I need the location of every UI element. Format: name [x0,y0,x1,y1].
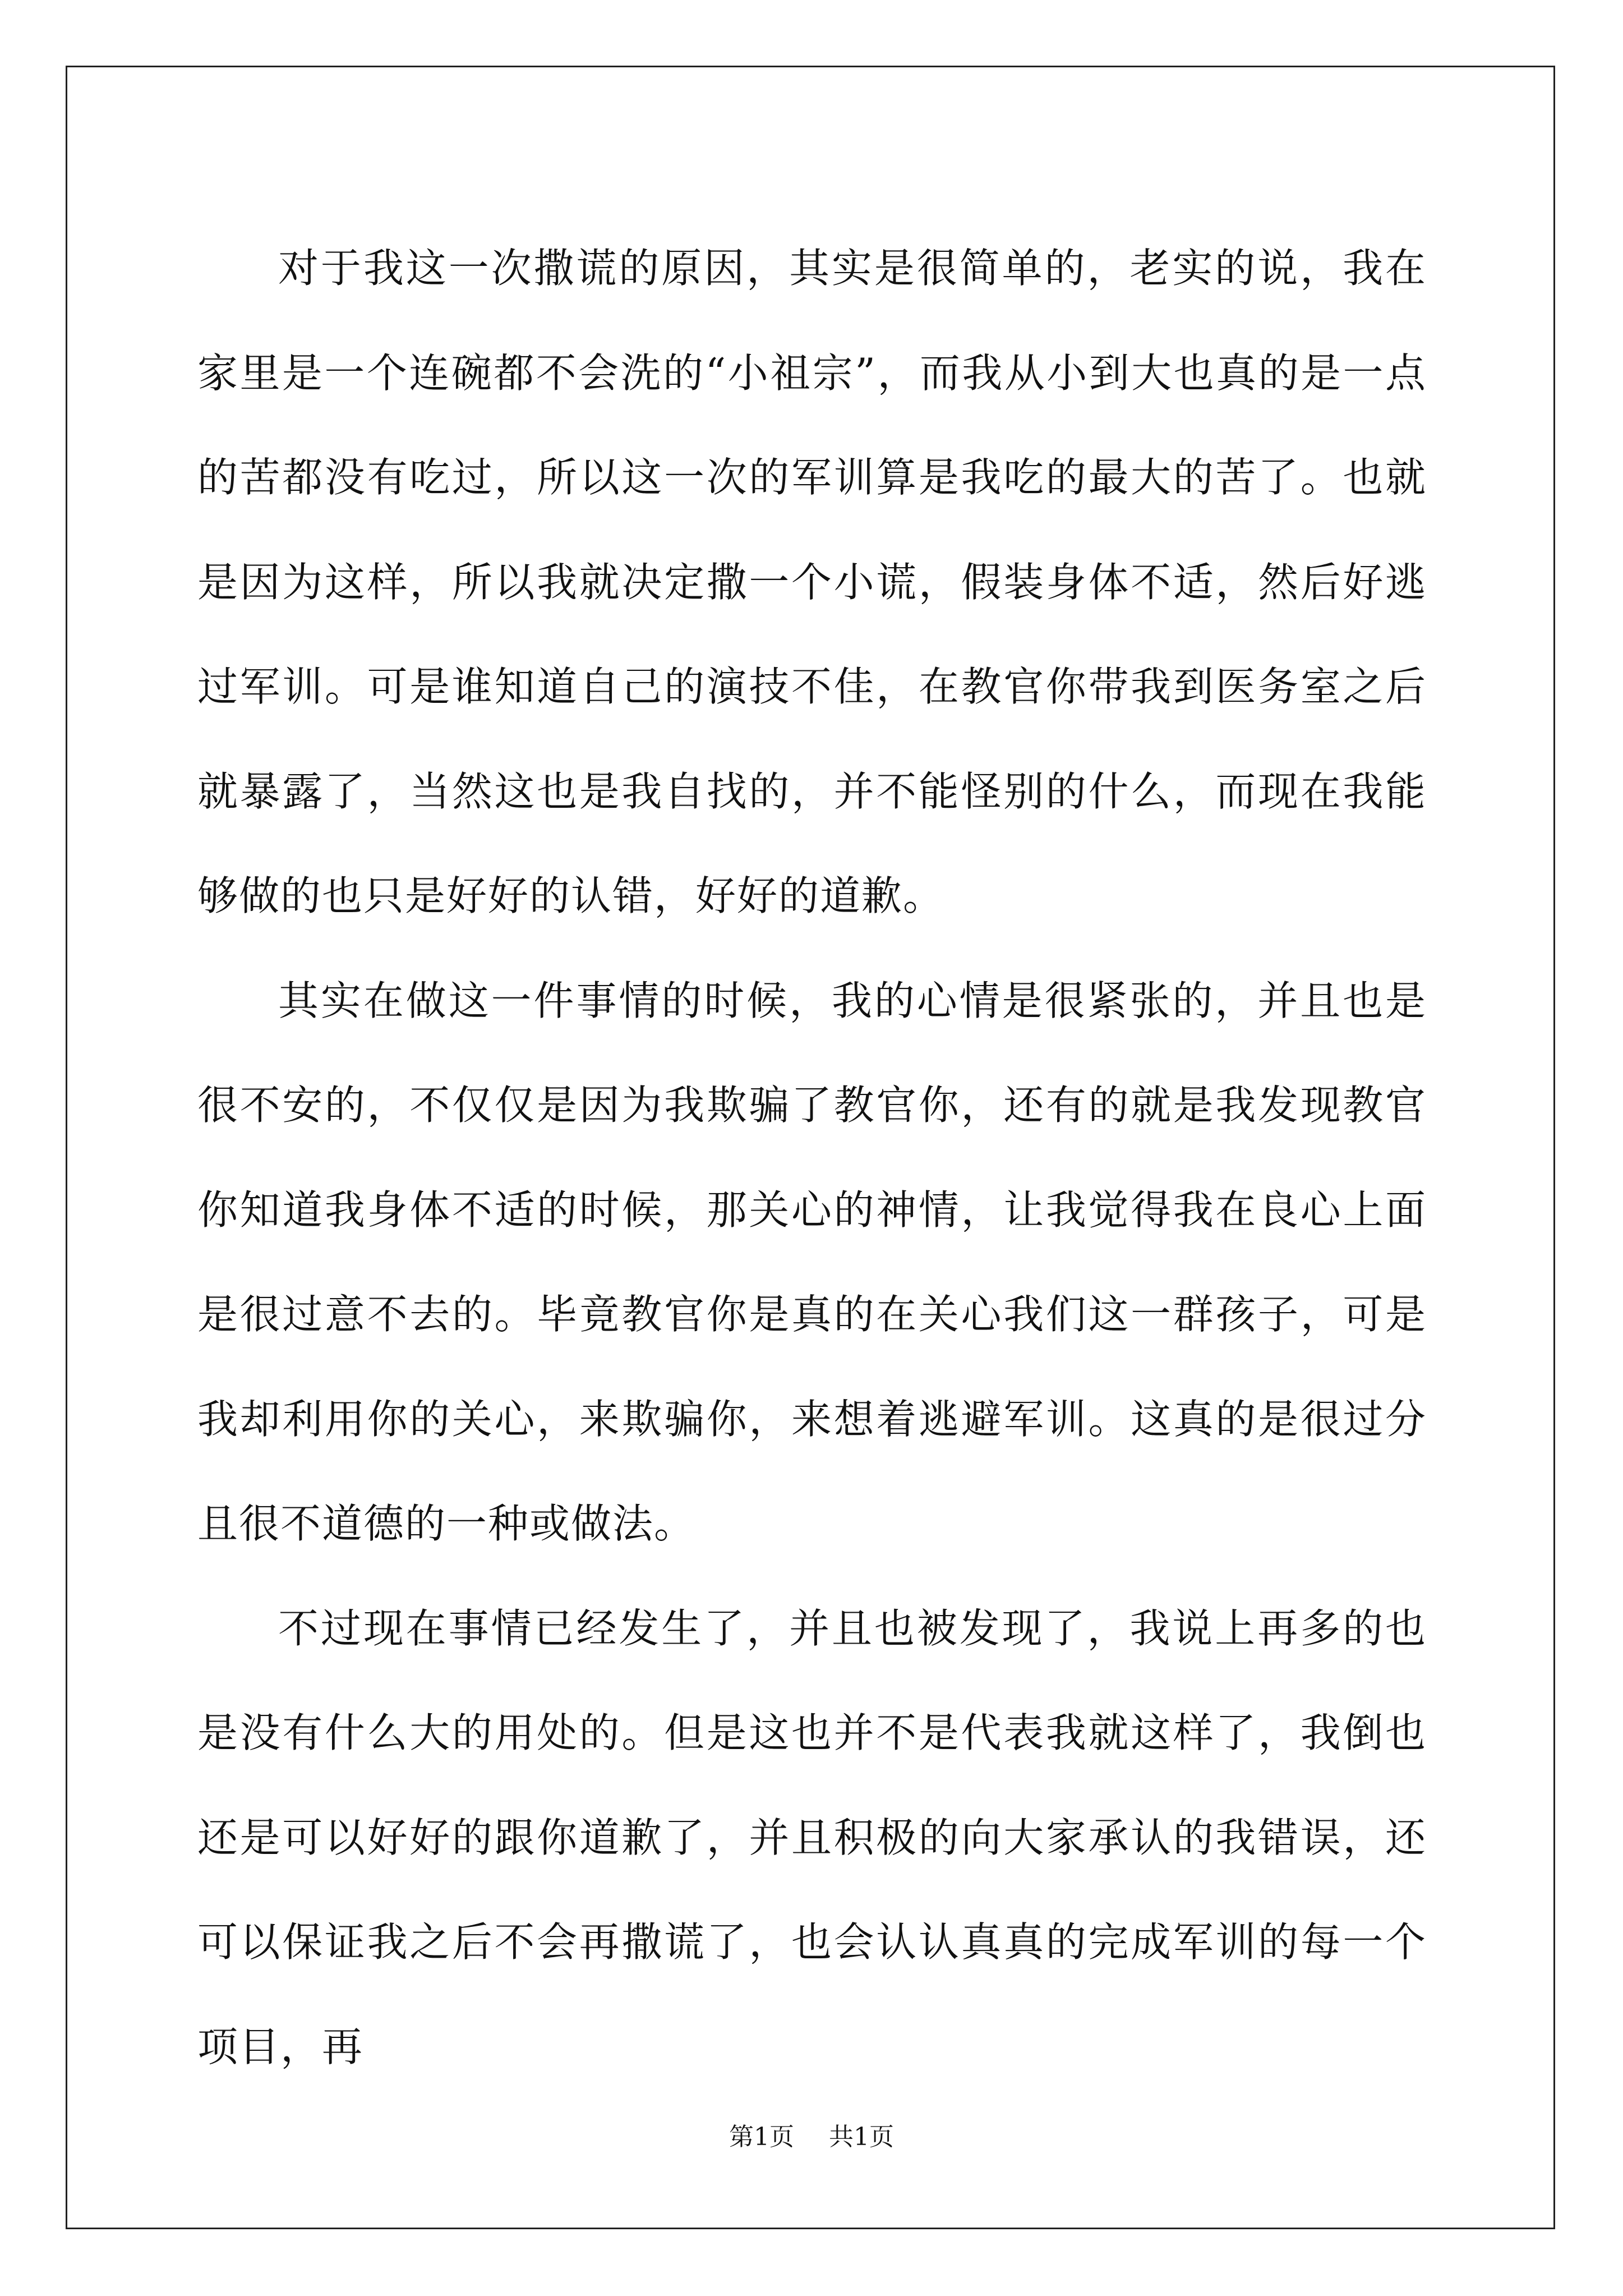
page-number-current: 第1页 [729,2123,794,2151]
page-footer [0,2120,1623,2154]
paragraph-3: 不过现在事情已经发生了，并且也被发现了，我说上再多的也是没有什么大的用处的。但是这也并不是代表我就这样了，我倒也还是可以好好的跟你道歉了，并且积极的向大家承认的我错误，还可以保证我之后不会再撒谎了，也会认认真真的完成军训的每一个项目，再 [197,1604,1427,2070]
paragraph-2: 其实在做这一件事情的时候，我的心情是很紧张的，并且也是很不安的，不仅仅是因为我欺骗了教官你，还有的就是我发现教官你知道我身体不适的时候，那关心的神情，让我觉得我在良心上面是很过意不去的。毕竟教官你是真的在关心我们这一群孩子，可是我却利用你的关心，来欺骗你，来想着逃避军训。这真的是很过分且很不道德的一种或做法。 [197,977,1427,1547]
paragraph-1: 对于我这一次撒谎的原因，其实是很简单的，老实的说，我在家里是一个连碗都不会洗的“小祖宗”，而我从小到大也真的是一点的苦都没有吃过，所以这一次的军训算是我吃的最大的苦了。也就是因为这样，所以我就决定撒一个小谎，假装身体不适，然后好逃过军训。可是谁知道自己的演技不佳，在教官你带我到医务室之后就暴露了，当然这也是我自找的，并不能怪别的什么，而现在我能够做的也只是好好的认错，好好的道歉。 [197,245,1427,919]
page-number-total: 共1页 [829,2123,894,2151]
document-body [197,216,1427,2099]
